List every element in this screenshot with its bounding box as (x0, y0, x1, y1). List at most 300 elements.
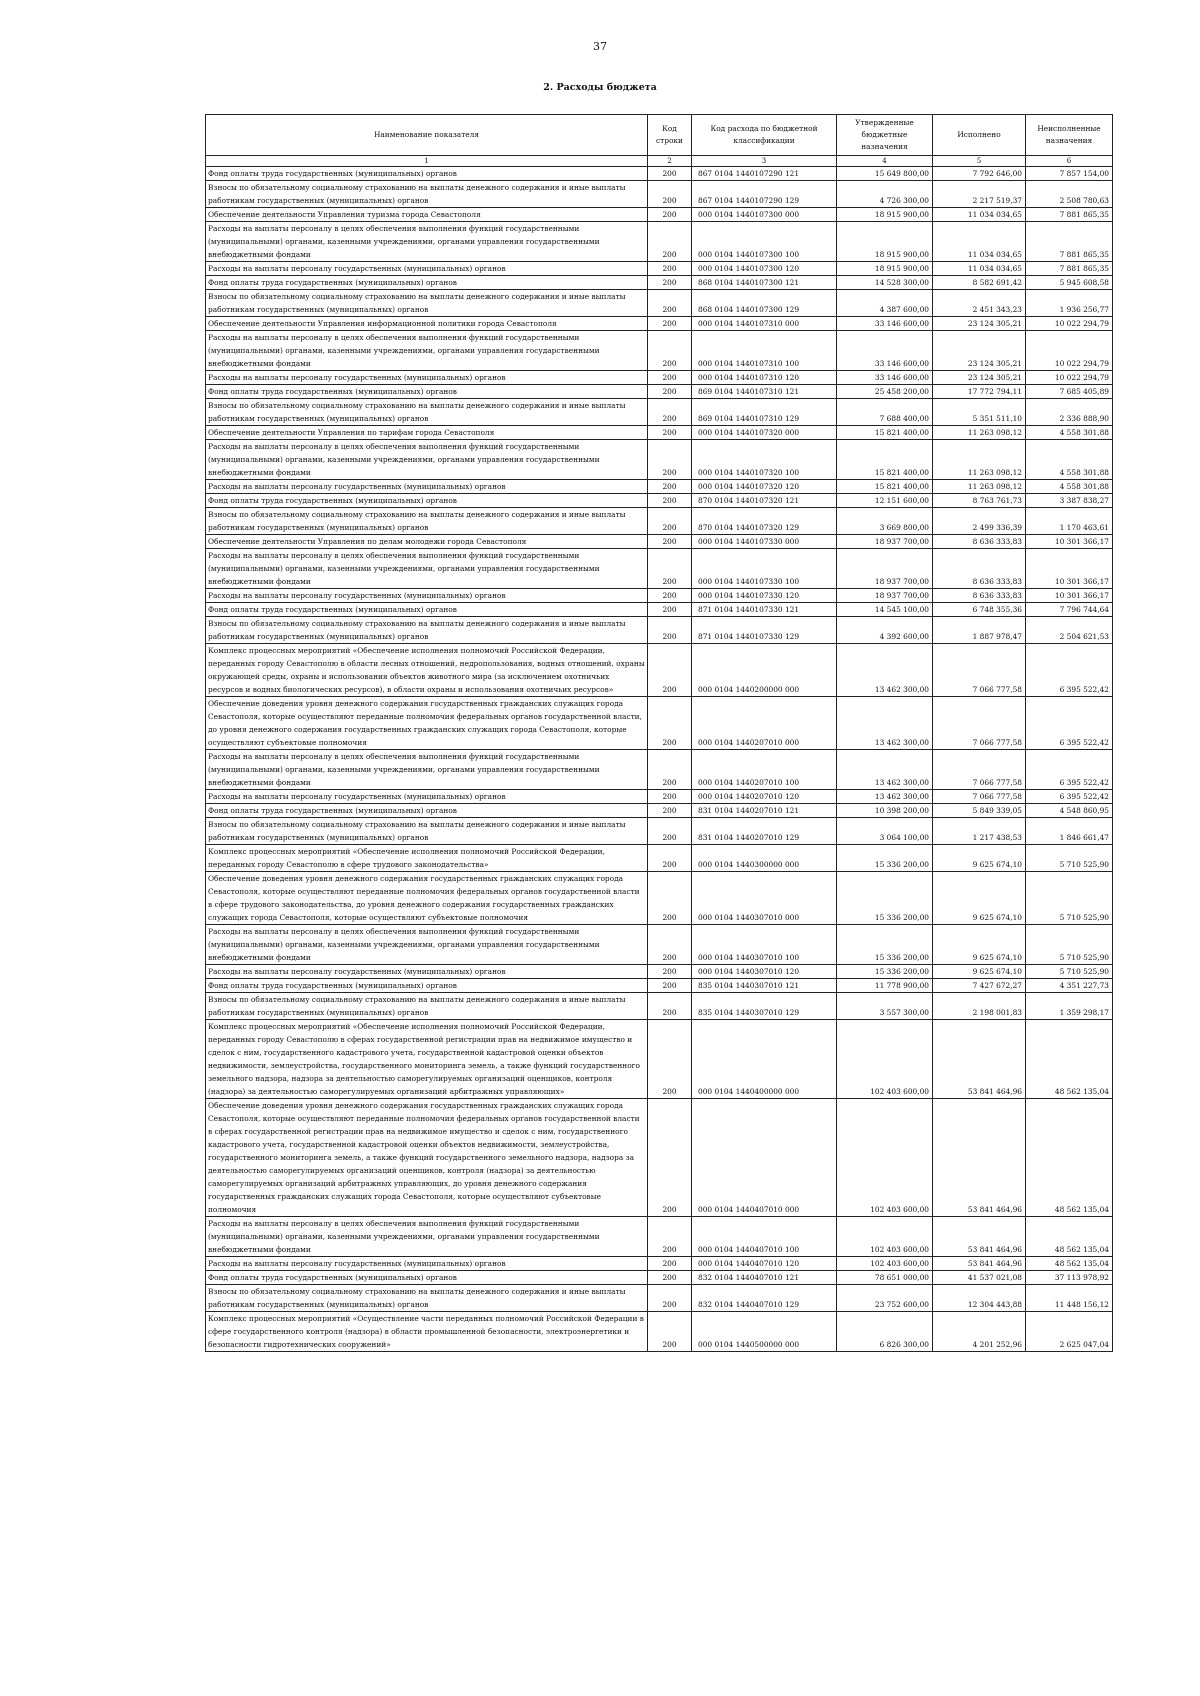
table-row (206, 276, 1113, 290)
row-name: Расходы на выплаты персоналу государственных (муниципальных) органов (206, 589, 648, 603)
row-unexecuted: 4 558 301,88 (1026, 440, 1113, 480)
row-class-code: 000 0104 1440107330 000 (692, 535, 837, 549)
row-executed: 1 217 438,53 (933, 818, 1026, 845)
row-name: Фонд оплаты труда государственных (муниципальных) органов (206, 276, 648, 290)
row-class-code: 000 0104 1440107320 120 (692, 480, 837, 494)
row-approved: 18 937 700,00 (837, 535, 933, 549)
table-row (206, 589, 1113, 603)
row-name: Взносы по обязательному социальному страхованию на выплаты денежного содержания и иные выплаты работникам государственных (муниципальных) органов (206, 290, 648, 317)
row-line-code: 200 (648, 331, 692, 371)
table-row (206, 750, 1113, 790)
row-name: Фонд оплаты труда государственных (муниципальных) органов (206, 979, 648, 993)
row-class-code: 867 0104 1440107290 129 (692, 181, 837, 208)
row-line-code: 200 (648, 750, 692, 790)
row-executed: 53 841 464,96 (933, 1257, 1026, 1271)
row-approved: 33 146 600,00 (837, 331, 933, 371)
row-approved: 15 649 800,00 (837, 167, 933, 181)
row-class-code: 870 0104 1440107320 121 (692, 494, 837, 508)
row-approved: 102 403 600,00 (837, 1020, 933, 1099)
row-executed: 23 124 305,21 (933, 371, 1026, 385)
header-class-code: Код расхода по бюджетной классификации (692, 115, 837, 156)
table-row (206, 399, 1113, 426)
row-approved: 4 392 600,00 (837, 617, 933, 644)
row-unexecuted: 6 395 522,42 (1026, 790, 1113, 804)
row-executed: 5 351 511,10 (933, 399, 1026, 426)
row-unexecuted: 7 881 865,35 (1026, 208, 1113, 222)
table-row (206, 1217, 1113, 1257)
row-line-code: 200 (648, 1099, 692, 1217)
table-row (206, 440, 1113, 480)
row-line-code: 200 (648, 804, 692, 818)
row-approved: 15 821 400,00 (837, 480, 933, 494)
row-class-code: 871 0104 1440107330 121 (692, 603, 837, 617)
row-line-code: 200 (648, 494, 692, 508)
row-class-code: 871 0104 1440107330 129 (692, 617, 837, 644)
row-name: Расходы на выплаты персоналу государственных (муниципальных) органов (206, 965, 648, 979)
row-executed: 2 499 336,39 (933, 508, 1026, 535)
row-approved: 13 462 300,00 (837, 644, 933, 697)
table-row (206, 181, 1113, 208)
table-header-row (206, 115, 1113, 156)
row-approved: 6 826 300,00 (837, 1312, 933, 1352)
row-unexecuted: 1 936 256,77 (1026, 290, 1113, 317)
table-row (206, 979, 1113, 993)
table-row (206, 1285, 1113, 1312)
row-class-code: 000 0104 1440107300 000 (692, 208, 837, 222)
row-approved: 7 688 400,00 (837, 399, 933, 426)
row-approved: 102 403 600,00 (837, 1257, 933, 1271)
row-line-code: 200 (648, 818, 692, 845)
row-unexecuted: 1 170 463,61 (1026, 508, 1113, 535)
row-unexecuted: 10 301 366,17 (1026, 549, 1113, 589)
row-unexecuted: 48 562 135,04 (1026, 1257, 1113, 1271)
row-line-code: 200 (648, 603, 692, 617)
row-executed: 2 198 001,83 (933, 993, 1026, 1020)
row-unexecuted: 6 395 522,42 (1026, 697, 1113, 750)
row-class-code: 835 0104 1440307010 129 (692, 993, 837, 1020)
row-name: Взносы по обязательному социальному страхованию на выплаты денежного содержания и иные выплаты работникам государственных (муниципальных) органов (206, 181, 648, 208)
row-line-code: 200 (648, 440, 692, 480)
table-row (206, 1099, 1113, 1217)
row-line-code: 200 (648, 426, 692, 440)
row-executed: 17 772 794,11 (933, 385, 1026, 399)
row-name: Расходы на выплаты персоналу государственных (муниципальных) органов (206, 480, 648, 494)
table-row (206, 925, 1113, 965)
column-number: 6 (1026, 156, 1113, 167)
table-row (206, 208, 1113, 222)
row-name: Расходы на выплаты персоналу государственных (муниципальных) органов (206, 1257, 648, 1271)
table-row (206, 1020, 1113, 1099)
row-class-code: 000 0104 1440107330 120 (692, 589, 837, 603)
row-line-code: 200 (648, 222, 692, 262)
row-name: Расходы на выплаты персоналу в целях обеспечения выполнения функций государственными (муниципальными) органами, казенными учреждениями, органами управления государственными внебюджетными фондами (206, 750, 648, 790)
column-number: 1 (206, 156, 648, 167)
row-executed: 8 763 761,73 (933, 494, 1026, 508)
row-approved: 3 669 800,00 (837, 508, 933, 535)
table-row (206, 603, 1113, 617)
row-executed: 2 217 519,37 (933, 181, 1026, 208)
row-approved: 13 462 300,00 (837, 697, 933, 750)
table-row (206, 371, 1113, 385)
row-name: Обеспечение деятельности Управления по тарифам города Севастополя (206, 426, 648, 440)
row-line-code: 200 (648, 276, 692, 290)
row-approved: 102 403 600,00 (837, 1099, 933, 1217)
row-name: Обеспечение деятельности Управления информационной политики города Севастополя (206, 317, 648, 331)
row-class-code: 000 0104 1440407010 120 (692, 1257, 837, 1271)
row-line-code: 200 (648, 845, 692, 872)
row-name: Обеспечение деятельности Управления по делам молодежи города Севастополя (206, 535, 648, 549)
row-approved: 13 462 300,00 (837, 790, 933, 804)
row-executed: 53 841 464,96 (933, 1020, 1026, 1099)
row-executed: 9 625 674,10 (933, 925, 1026, 965)
row-approved: 33 146 600,00 (837, 371, 933, 385)
table-row (206, 290, 1113, 317)
row-class-code: 000 0104 1440107310 100 (692, 331, 837, 371)
row-class-code: 000 0104 1440107310 120 (692, 371, 837, 385)
row-unexecuted: 5 710 525,90 (1026, 845, 1113, 872)
row-name: Комплекс процессных мероприятий «Обеспечение исполнения полномочий Российской Федерации, переданных городу Севастополю в сферах государственной регистрации прав на недвижимое имущество и сделок с ним, государственного кадастрового учета, государственной кадастровой оценки объектов недвижимости, землеустройства, государственного мониторинга земель, а также функций государственного земельного надзора, надзора за деятельностью саморегулируемых организаций оценщиков, контроля (надзора) за деятельностью саморегулируемых организаций арбитражных управляющих» (206, 1020, 648, 1099)
row-approved: 18 937 700,00 (837, 549, 933, 589)
row-unexecuted: 5 710 525,90 (1026, 925, 1113, 965)
row-line-code: 200 (648, 385, 692, 399)
row-unexecuted: 4 558 301,88 (1026, 426, 1113, 440)
row-unexecuted: 7 685 405,89 (1026, 385, 1113, 399)
row-executed: 7 066 777,58 (933, 644, 1026, 697)
row-class-code: 000 0104 1440207010 000 (692, 697, 837, 750)
row-class-code: 000 0104 1440107320 100 (692, 440, 837, 480)
table-row (206, 317, 1113, 331)
row-unexecuted: 5 710 525,90 (1026, 965, 1113, 979)
table-row (206, 480, 1113, 494)
row-name: Расходы на выплаты персоналу государственных (муниципальных) органов (206, 262, 648, 276)
table-row (206, 549, 1113, 589)
row-unexecuted: 10 022 294,79 (1026, 371, 1113, 385)
row-line-code: 200 (648, 317, 692, 331)
row-executed: 2 451 343,23 (933, 290, 1026, 317)
row-line-code: 200 (648, 508, 692, 535)
row-class-code: 000 0104 1440407010 000 (692, 1099, 837, 1217)
row-approved: 78 651 000,00 (837, 1271, 933, 1285)
row-executed: 11 034 034,65 (933, 222, 1026, 262)
row-unexecuted: 1 359 298,17 (1026, 993, 1113, 1020)
row-executed: 23 124 305,21 (933, 317, 1026, 331)
row-unexecuted: 10 301 366,17 (1026, 589, 1113, 603)
header-unexecuted: Неисполненные назначения (1026, 115, 1113, 156)
table-row (206, 222, 1113, 262)
row-class-code: 000 0104 1440107330 100 (692, 549, 837, 589)
table-row (206, 1312, 1113, 1352)
row-unexecuted: 4 351 227,73 (1026, 979, 1113, 993)
row-class-code: 000 0104 1440300000 000 (692, 845, 837, 872)
row-line-code: 200 (648, 290, 692, 317)
row-unexecuted: 6 395 522,42 (1026, 750, 1113, 790)
row-executed: 8 636 333,83 (933, 549, 1026, 589)
row-executed: 7 066 777,58 (933, 790, 1026, 804)
row-approved: 14 545 100,00 (837, 603, 933, 617)
row-class-code: 835 0104 1440307010 121 (692, 979, 837, 993)
row-executed: 5 849 339,05 (933, 804, 1026, 818)
row-name: Взносы по обязательному социальному страхованию на выплаты денежного содержания и иные выплаты работникам государственных (муниципальных) органов (206, 993, 648, 1020)
row-executed: 12 304 443,88 (933, 1285, 1026, 1312)
table-row (206, 508, 1113, 535)
row-name: Взносы по обязательному социальному страхованию на выплаты денежного содержания и иные выплаты работникам государственных (муниципальных) органов (206, 617, 648, 644)
row-unexecuted: 37 113 978,92 (1026, 1271, 1113, 1285)
row-class-code: 000 0104 1440500000 000 (692, 1312, 837, 1352)
row-name: Фонд оплаты труда государственных (муниципальных) органов (206, 603, 648, 617)
table-row (206, 331, 1113, 371)
page-number: 37 (593, 40, 607, 53)
row-name: Взносы по обязательному социальному страхованию на выплаты денежного содержания и иные выплаты работникам государственных (муниципальных) органов (206, 1285, 648, 1312)
row-name: Взносы по обязательному социальному страхованию на выплаты денежного содержания и иные выплаты работникам государственных (муниципальных) органов (206, 399, 648, 426)
row-line-code: 200 (648, 1020, 692, 1099)
row-unexecuted: 2 625 047,04 (1026, 1312, 1113, 1352)
row-approved: 15 336 200,00 (837, 845, 933, 872)
row-unexecuted: 4 548 860,95 (1026, 804, 1113, 818)
row-class-code: 000 0104 1440307010 120 (692, 965, 837, 979)
row-line-code: 200 (648, 480, 692, 494)
row-executed: 9 625 674,10 (933, 965, 1026, 979)
row-class-code: 000 0104 1440207010 100 (692, 750, 837, 790)
row-class-code: 869 0104 1440107310 121 (692, 385, 837, 399)
row-unexecuted: 4 558 301,88 (1026, 480, 1113, 494)
row-line-code: 200 (648, 535, 692, 549)
row-unexecuted: 5 710 525,90 (1026, 872, 1113, 925)
row-class-code: 000 0104 1440307010 100 (692, 925, 837, 965)
row-executed: 7 066 777,58 (933, 697, 1026, 750)
row-unexecuted: 3 387 838,27 (1026, 494, 1113, 508)
row-line-code: 200 (648, 993, 692, 1020)
row-name: Расходы на выплаты персоналу в целях обеспечения выполнения функций государственными (муниципальными) органами, казенными учреждениями, органами управления государственными внебюджетными фондами (206, 331, 648, 371)
row-name: Фонд оплаты труда государственных (муниципальных) органов (206, 385, 648, 399)
row-line-code: 200 (648, 644, 692, 697)
row-class-code: 000 0104 1440400000 000 (692, 1020, 837, 1099)
row-line-code: 200 (648, 589, 692, 603)
row-approved: 25 458 200,00 (837, 385, 933, 399)
row-unexecuted: 11 448 156,12 (1026, 1285, 1113, 1312)
row-unexecuted: 2 336 888,90 (1026, 399, 1113, 426)
row-name: Фонд оплаты труда государственных (муниципальных) органов (206, 167, 648, 181)
header-name: Наименование показателя (206, 115, 648, 156)
row-line-code: 200 (648, 979, 692, 993)
row-line-code: 200 (648, 549, 692, 589)
table-row (206, 845, 1113, 872)
row-approved: 10 398 200,00 (837, 804, 933, 818)
row-approved: 18 915 900,00 (837, 222, 933, 262)
row-executed: 8 582 691,42 (933, 276, 1026, 290)
row-line-code: 200 (648, 925, 692, 965)
row-name: Обеспечение доведения уровня денежного содержания государственных гражданских служащих города Севастополя, которые осуществляют переданные полномочия федеральных органов государственной власти в сфере трудового законодательства, до уровня денежного содержания государственных гражданских служащих города Севастополя, которые осуществляют субъектовые полномочия (206, 872, 648, 925)
row-name: Расходы на выплаты персоналу государственных (муниципальных) органов (206, 790, 648, 804)
column-number: 4 (837, 156, 933, 167)
row-unexecuted: 48 562 135,04 (1026, 1020, 1113, 1099)
row-approved: 15 821 400,00 (837, 440, 933, 480)
row-name: Взносы по обязательному социальному страхованию на выплаты денежного содержания и иные выплаты работникам государственных (муниципальных) органов (206, 508, 648, 535)
row-unexecuted: 7 881 865,35 (1026, 262, 1113, 276)
row-unexecuted: 2 504 621,53 (1026, 617, 1113, 644)
row-class-code: 868 0104 1440107300 129 (692, 290, 837, 317)
row-unexecuted: 7 796 744,64 (1026, 603, 1113, 617)
table-row (206, 872, 1113, 925)
row-line-code: 200 (648, 1285, 692, 1312)
table-row (206, 494, 1113, 508)
row-unexecuted: 10 022 294,79 (1026, 317, 1113, 331)
table-row (206, 644, 1113, 697)
row-approved: 18 915 900,00 (837, 208, 933, 222)
row-executed: 53 841 464,96 (933, 1099, 1026, 1217)
row-approved: 23 752 600,00 (837, 1285, 933, 1312)
row-unexecuted: 10 022 294,79 (1026, 331, 1113, 371)
row-executed: 8 636 333,83 (933, 535, 1026, 549)
row-approved: 4 387 600,00 (837, 290, 933, 317)
row-executed: 7 427 672,27 (933, 979, 1026, 993)
row-unexecuted: 6 395 522,42 (1026, 644, 1113, 697)
column-number: 3 (692, 156, 837, 167)
table-row (206, 697, 1113, 750)
row-name: Расходы на выплаты персоналу государственных (муниципальных) органов (206, 371, 648, 385)
row-name: Фонд оплаты труда государственных (муниципальных) органов (206, 804, 648, 818)
row-line-code: 200 (648, 262, 692, 276)
column-number: 2 (648, 156, 692, 167)
row-executed: 11 263 098,12 (933, 426, 1026, 440)
table-row (206, 818, 1113, 845)
row-approved: 13 462 300,00 (837, 750, 933, 790)
row-class-code: 870 0104 1440107320 129 (692, 508, 837, 535)
row-line-code: 200 (648, 697, 692, 750)
row-unexecuted: 7 881 865,35 (1026, 222, 1113, 262)
section-title: 2. Расходы бюджета (543, 82, 657, 93)
row-approved: 12 151 600,00 (837, 494, 933, 508)
table-row (206, 993, 1113, 1020)
row-name: Фонд оплаты труда государственных (муниципальных) органов (206, 494, 648, 508)
table-row (206, 262, 1113, 276)
row-executed: 9 625 674,10 (933, 872, 1026, 925)
row-unexecuted: 48 562 135,04 (1026, 1099, 1113, 1217)
row-approved: 11 778 900,00 (837, 979, 933, 993)
row-name: Обеспечение доведения уровня денежного содержания государственных гражданских служащих города Севастополя, которые осуществляют переданные полномочия федеральных органов государственной власти, до уровня денежного содержания государственных гражданских служащих города Севастополя, которые осуществляют субъектовые полномочия (206, 697, 648, 750)
row-class-code: 832 0104 1440407010 121 (692, 1271, 837, 1285)
row-executed: 7 066 777,58 (933, 750, 1026, 790)
row-unexecuted: 10 301 366,17 (1026, 535, 1113, 549)
row-class-code: 000 0104 1440207010 120 (692, 790, 837, 804)
row-class-code: 869 0104 1440107310 129 (692, 399, 837, 426)
row-approved: 18 915 900,00 (837, 262, 933, 276)
row-executed: 1 887 978,47 (933, 617, 1026, 644)
table-row (206, 1257, 1113, 1271)
row-unexecuted: 48 562 135,04 (1026, 1217, 1113, 1257)
row-approved: 15 336 200,00 (837, 925, 933, 965)
table-row (206, 167, 1113, 181)
row-executed: 9 625 674,10 (933, 845, 1026, 872)
row-class-code: 000 0104 1440107310 000 (692, 317, 837, 331)
table-row (206, 385, 1113, 399)
row-class-code: 000 0104 1440107300 100 (692, 222, 837, 262)
header-executed: Исполнено (933, 115, 1026, 156)
row-approved: 4 726 300,00 (837, 181, 933, 208)
table-row (206, 965, 1113, 979)
table-row (206, 535, 1113, 549)
row-executed: 23 124 305,21 (933, 331, 1026, 371)
row-unexecuted: 2 508 780,63 (1026, 181, 1113, 208)
row-line-code: 200 (648, 167, 692, 181)
row-name: Взносы по обязательному социальному страхованию на выплаты денежного содержания и иные выплаты работникам государственных (муниципальных) органов (206, 818, 648, 845)
row-line-code: 200 (648, 1312, 692, 1352)
row-name: Фонд оплаты труда государственных (муниципальных) органов (206, 1271, 648, 1285)
row-approved: 102 403 600,00 (837, 1217, 933, 1257)
row-class-code: 000 0104 1440407010 100 (692, 1217, 837, 1257)
row-class-code: 832 0104 1440407010 129 (692, 1285, 837, 1312)
table-body (206, 167, 1113, 1352)
row-executed: 11 034 034,65 (933, 208, 1026, 222)
row-class-code: 000 0104 1440200000 000 (692, 644, 837, 697)
row-class-code: 000 0104 1440107320 000 (692, 426, 837, 440)
row-class-code: 000 0104 1440307010 000 (692, 872, 837, 925)
row-approved: 3 064 100,00 (837, 818, 933, 845)
column-numbers-row (206, 156, 1113, 167)
budget-expenses-table (205, 114, 1113, 1352)
row-approved: 33 146 600,00 (837, 317, 933, 331)
table-row (206, 1271, 1113, 1285)
row-executed: 11 263 098,12 (933, 440, 1026, 480)
row-name: Комплекс процессных мероприятий «Обеспечение исполнения полномочий Российской Федерации, переданных городу Севастополю в области лесных отношений, недропользования, водных отношений, охраны окружающей среды, охраны и использования объектов животного мира (за исключением охотничьих ресурсов и водных биологических ресурсов), в области охраны и использования охотничьих ресурсов» (206, 644, 648, 697)
row-line-code: 200 (648, 1257, 692, 1271)
row-executed: 41 537 021,08 (933, 1271, 1026, 1285)
row-executed: 6 748 355,36 (933, 603, 1026, 617)
row-name: Расходы на выплаты персоналу в целях обеспечения выполнения функций государственными (муниципальными) органами, казенными учреждениями, органами управления государственными внебюджетными фондами (206, 549, 648, 589)
row-line-code: 200 (648, 181, 692, 208)
column-number: 5 (933, 156, 1026, 167)
row-name: Комплекс процессных мероприятий «Обеспечение исполнения полномочий Российской Федерации, переданных городу Севастополю в сфере трудового законодательства» (206, 845, 648, 872)
row-executed: 7 792 646,00 (933, 167, 1026, 181)
table-row (206, 804, 1113, 818)
row-executed: 53 841 464,96 (933, 1217, 1026, 1257)
row-line-code: 200 (648, 371, 692, 385)
row-approved: 15 336 200,00 (837, 872, 933, 925)
row-approved: 15 336 200,00 (837, 965, 933, 979)
row-approved: 15 821 400,00 (837, 426, 933, 440)
row-line-code: 200 (648, 208, 692, 222)
row-class-code: 831 0104 1440207010 129 (692, 818, 837, 845)
row-unexecuted: 7 857 154,00 (1026, 167, 1113, 181)
row-executed: 11 263 098,12 (933, 480, 1026, 494)
row-name: Расходы на выплаты персоналу в целях обеспечения выполнения функций государственными (муниципальными) органами, казенными учреждениями, органами управления государственными внебюджетными фондами (206, 1217, 648, 1257)
row-class-code: 868 0104 1440107300 121 (692, 276, 837, 290)
row-line-code: 200 (648, 790, 692, 804)
header-line-code: Код строки (648, 115, 692, 156)
row-line-code: 200 (648, 965, 692, 979)
row-class-code: 000 0104 1440107300 120 (692, 262, 837, 276)
row-class-code: 831 0104 1440207010 121 (692, 804, 837, 818)
row-line-code: 200 (648, 1217, 692, 1257)
row-executed: 11 034 034,65 (933, 262, 1026, 276)
row-name: Расходы на выплаты персоналу в целях обеспечения выполнения функций государственными (муниципальными) органами, казенными учреждениями, органами управления государственными внебюджетными фондами (206, 222, 648, 262)
row-line-code: 200 (648, 617, 692, 644)
header-approved: Утвержденные бюджетные назначения (837, 115, 933, 156)
row-name: Комплекс процессных мероприятий «Осуществление части переданных полномочий Российской Федерации в сфере государственного контроля (надзора) в области промышленной безопасности, электроэнергетики и безопасности гидротехнических сооружений» (206, 1312, 648, 1352)
row-line-code: 200 (648, 399, 692, 426)
row-approved: 18 937 700,00 (837, 589, 933, 603)
row-name: Расходы на выплаты персоналу в целях обеспечения выполнения функций государственными (муниципальными) органами, казенными учреждениями, органами управления государственными внебюджетными фондами (206, 925, 648, 965)
row-executed: 4 201 252,96 (933, 1312, 1026, 1352)
row-name: Обеспечение доведения уровня денежного содержания государственных гражданских служащих города Севастополя, которые осуществляют переданные полномочия федеральных органов государственной власти в сферах государственной регистрации прав на недвижимое имущество и сделок с ним, государственного кадастрового учета, государственной кадастровой оценки объектов недвижимости, землеустройства, государственного мониторинга земель, а также функций государственного земельного надзора, надзора за деятельностью саморегулируемых организаций оценщиков, контроля (надзора) за деятельностью саморегулируемых организаций арбитражных управляющих, до уровня денежного содержания государственных гражданских служащих города Севастополя, которые осуществляют субъектовые полномочия (206, 1099, 648, 1217)
row-unexecuted: 1 846 661,47 (1026, 818, 1113, 845)
table-row (206, 617, 1113, 644)
row-line-code: 200 (648, 1271, 692, 1285)
row-executed: 8 636 333,83 (933, 589, 1026, 603)
table-row (206, 790, 1113, 804)
row-line-code: 200 (648, 872, 692, 925)
row-approved: 3 557 300,00 (837, 993, 933, 1020)
row-name: Расходы на выплаты персоналу в целях обеспечения выполнения функций государственными (муниципальными) органами, казенными учреждениями, органами управления государственными внебюджетными фондами (206, 440, 648, 480)
